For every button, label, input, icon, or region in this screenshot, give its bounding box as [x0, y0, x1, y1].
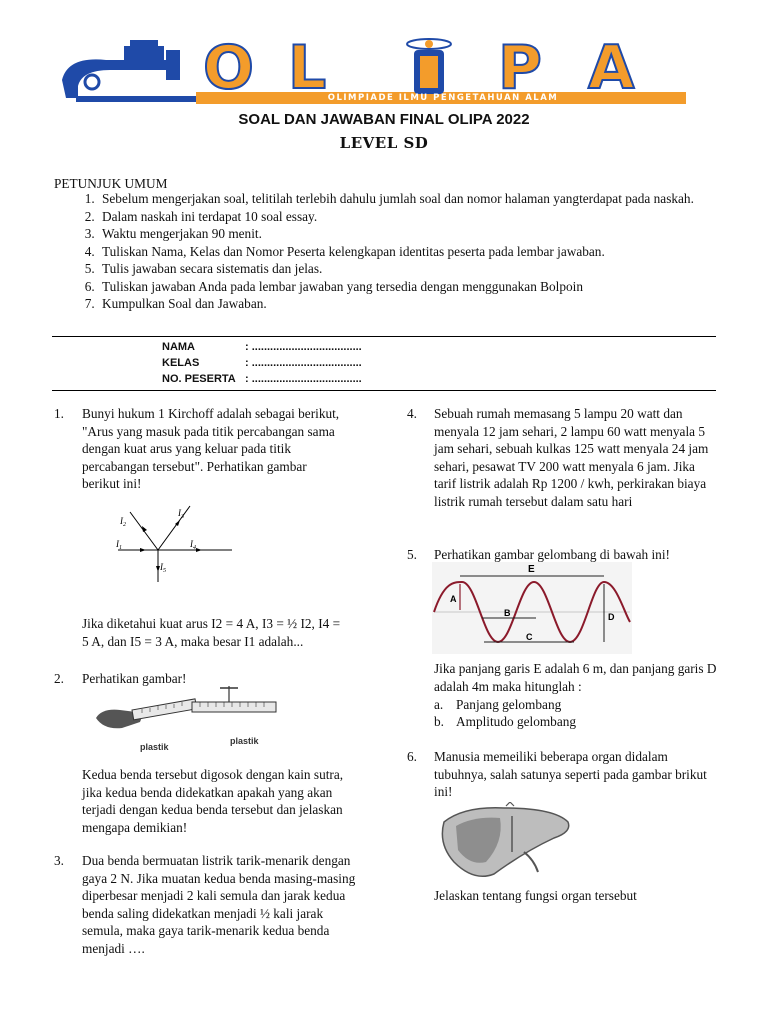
instruction-item: 4. Tuliskan Nama, Kelas dan Nomor Peserta kelengkapan identitas peserta pada lembar jawaban. [98, 243, 714, 261]
instruction-item: 7. Kumpulkan Soal dan Jawaban. [98, 295, 714, 313]
kirchhoff-label-i4: $I_4$ [190, 539, 196, 551]
identity-kelas-field: : .................................... [245, 357, 362, 369]
q2-label-plastic-left: plastik [140, 742, 169, 752]
q1-followup [82, 615, 350, 650]
wave-label-b: B [504, 608, 511, 618]
logo-letter-o: O [203, 33, 255, 103]
wave-diagram [432, 562, 632, 654]
q1-number: 1. [54, 406, 64, 421]
identity-nama-label: NAMA [162, 341, 195, 353]
q6-followup: Jelaskan tentang fungsi organ tersebut [434, 888, 637, 903]
rubbing-plastic-figure [92, 684, 288, 754]
q2-label-plastic-right: plastik [230, 736, 259, 746]
instructions-heading: PETUNJUK UMUM [54, 176, 168, 191]
olipa-logo [58, 33, 698, 108]
wave-label-c: C [526, 632, 533, 642]
logo-letter-p: P [498, 33, 542, 103]
q2-followup: Kedua benda tersebut digosok dengan kain sutra, jika kedua benda didekatkan apakah yang akan terjadi dengan kedua benda tersebut dan jelaskan mengapa demikian! [82, 767, 344, 835]
page-title: SOAL DAN JAWABAN FINAL OLIPA 2022 [238, 111, 530, 128]
kirchhoff-label-i2: $I_2$ [120, 516, 126, 528]
q5-sub-a-mark: a. [434, 697, 444, 712]
q1-followup-text: Jika diketahui kuat arus I2 = 4 A, I3 = ½ I2, I4 = 5 A, dan I5 = 3 A, maka besar I1 adalah... [82, 616, 341, 649]
kirchhoff-diagram [110, 502, 240, 584]
wave-label-a: A [450, 594, 457, 604]
q5-followup: Jika panjang garis E adalah 6 m, dan panjang garis D adalah 4m maka hitunglah : [434, 661, 717, 694]
q5-sub-b-mark: b. [434, 714, 444, 729]
identity-peserta-label: NO. PESERTA [162, 373, 236, 385]
wave-label-e: E [528, 564, 535, 575]
q2-number: 2. [54, 671, 64, 686]
q4-number: 4. [407, 406, 417, 421]
identity-nama-field: : .................................... [245, 341, 362, 353]
logo-letter-l: L [288, 33, 327, 103]
liver-figure [434, 802, 574, 882]
divider-top [52, 336, 716, 337]
q3-text: Dua benda bermuatan listrik tarik-menarik dengan gaya 2 N. Jika muatan kedua benda masing-masing diperbesar menjadi 2 kali semula dan jarak kedua benda saling didekatkan menjadi ½ kali jarak semula, maka gaya tarik-menarik kedua benda menjadi …. [82, 853, 356, 956]
level-subtitle: LEVEL SD [339, 134, 429, 152]
q5-sub-b-text: Amplitudo gelombang [456, 714, 577, 729]
wave-label-d: D [608, 612, 615, 622]
q6-number: 6. [407, 749, 417, 764]
q5-sub-a-text: Panjang gelombang [456, 697, 562, 712]
kirchhoff-label-i5: $I_5$ [160, 562, 166, 574]
instruction-item: 1. Sebelum mengerjakan soal, telitilah terlebih dahulu jumlah soal dan nomor halaman yangterdapat pada naskah. [98, 190, 714, 208]
kirchhoff-label-i3: $I_3$ [178, 508, 184, 520]
identity-peserta-field: : .................................... [245, 373, 362, 385]
q6-text: Manusia memeiliki beberapa organ didalam tubuhnya, salah satunya seperti pada gambar brikut ini! [434, 749, 707, 799]
divider-bottom [52, 390, 716, 391]
instruction-item: 2. Dalam naskah ini terdapat 10 soal essay. [98, 208, 714, 226]
kirchhoff-label-i1: $I_1$ [116, 539, 122, 551]
q3-number: 3. [54, 853, 64, 868]
identity-kelas-label: KELAS [162, 357, 200, 369]
instructions-list [54, 190, 714, 313]
q5-number: 5. [407, 547, 417, 562]
q5-text: Perhatikan gambar gelombang di bawah ini! [434, 547, 670, 562]
instruction-item: 5. Tulis jawaban secara sistematis dan jelas. [98, 260, 714, 278]
logo-letter-a: A [588, 33, 635, 103]
logo-tagline: OLIMPIADE ILMU PENGETAHUAN ALAM [327, 93, 559, 103]
q1-text: Bunyi hukum 1 Kirchoff adalah sebagai berikut, "Arus yang masuk pada titik percabangan sama dengan kuat arus yang keluar pada titik percabangan tersebut". Perhatikan gambar berikut ini! [82, 406, 340, 491]
instruction-item: 6. Tuliskan jawaban Anda pada lembar jawaban yang tersedia dengan menggunakan Bolpoin [98, 278, 714, 296]
instruction-item: 3. Waktu mengerjakan 90 menit. [98, 225, 714, 243]
q4-text: Sebuah rumah memasang 5 lampu 20 watt dan menyala 12 jam sehari, 2 lampu 60 watt menyala 5 jam sehari, sebuah kulkas 125 watt menyala 24 jam sehari, pesawat TV 200 watt menyala 6 jam. Jika tarif listrik adalah Rp 1200 / kwh, perkirakan biaya listrik rumah tersebut dalam satu hari [434, 406, 709, 509]
q2-text: Perhatikan gambar! [82, 671, 187, 686]
